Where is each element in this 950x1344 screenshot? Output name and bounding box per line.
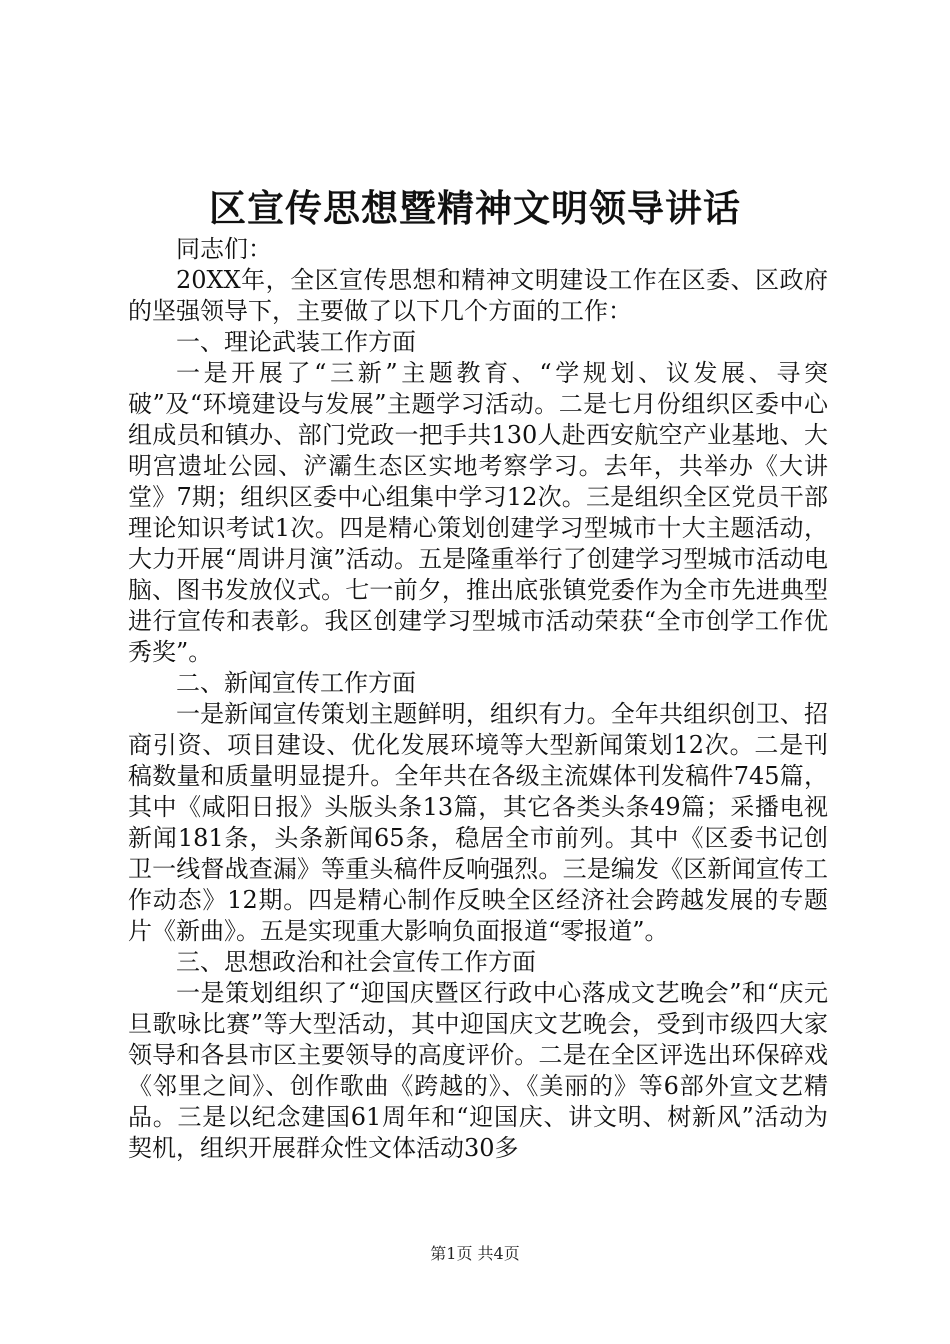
section-heading-news: 二、新闻宣传工作方面: [176, 669, 416, 697]
page-footer: 第1页 共4页: [430, 1244, 520, 1263]
section-body-ideology: 一是策划组织了“迎国庆暨区行政中心落成文艺晚会”和“庆元旦歌咏比赛”等大型活动，其中迎国庆文艺晚会，受到市级四大家领导和各县市区主要领导的高度评价。二是在全区评选出环保碎戏《邻里之间》、创作歌曲《跨越的》、《美丽的》等6部外宣文艺精品。三是以纪念建国61周年和“迎国庆、讲文明、树新风”活动为契机，组织开展群众性文体活动30多: [128, 979, 828, 1162]
document-body: [128, 234, 828, 1164]
section-heading-ideology: 三、思想政治和社会宣传工作方面: [176, 948, 536, 976]
section-heading-theory: 一、理论武装工作方面: [176, 328, 416, 356]
intro-paragraph: 20XX年，全区宣传思想和精神文明建设工作在区委、区政府的坚强领导下，主要做了以下几个方面的工作：: [128, 266, 828, 325]
salutation: 同志们：: [176, 235, 272, 263]
document-title: 区宣传思想暨精神文明领导讲话: [209, 186, 741, 230]
section-body-news: 一是新闻宣传策划主题鲜明，组织有力。全年共组织创卫、招商引资、项目建设、优化发展环境等大型新闻策划12次。二是刊稿数量和质量明显提升。全年共在各级主流媒体刊发稿件745篇，其中《咸阳日报》头版头条13篇，其它各类头条49篇；采播电视新闻181条，头条新闻65条，稳居全市前列。其中《区委书记创卫一线督战查漏》等重头稿件反响强烈。三是编发《区新闻宣传工作动态》12期。四是精心制作反映全区经济社会跨越发展的专题片《新曲》。五是实现重大影响负面报道“零报道”。: [128, 700, 828, 945]
section-body-theory: 一是开展了“三新”主题教育、“学规划、议发展、寻突破”及“环境建设与发展”主题学习活动。二是七月份组织区委中心组成员和镇办、部门党政一把手共130人赴西安航空产业基地、大明宫遗址公园、浐灞生态区实地考察学习。去年，共举办《大讲堂》7期；组织区委中心组集中学习12次。三是组织全区党员干部理论知识考试1次。四是精心策划创建学习型城市十大主题活动，大力开展“周讲月演”活动。五是隆重举行了创建学习型城市活动电脑、图书发放仪式。七一前夕，推出底张镇党委作为全市先进典型进行宣传和表彰。我区创建学习型城市活动荣获“全市创学工作优秀奖”。: [128, 359, 828, 666]
